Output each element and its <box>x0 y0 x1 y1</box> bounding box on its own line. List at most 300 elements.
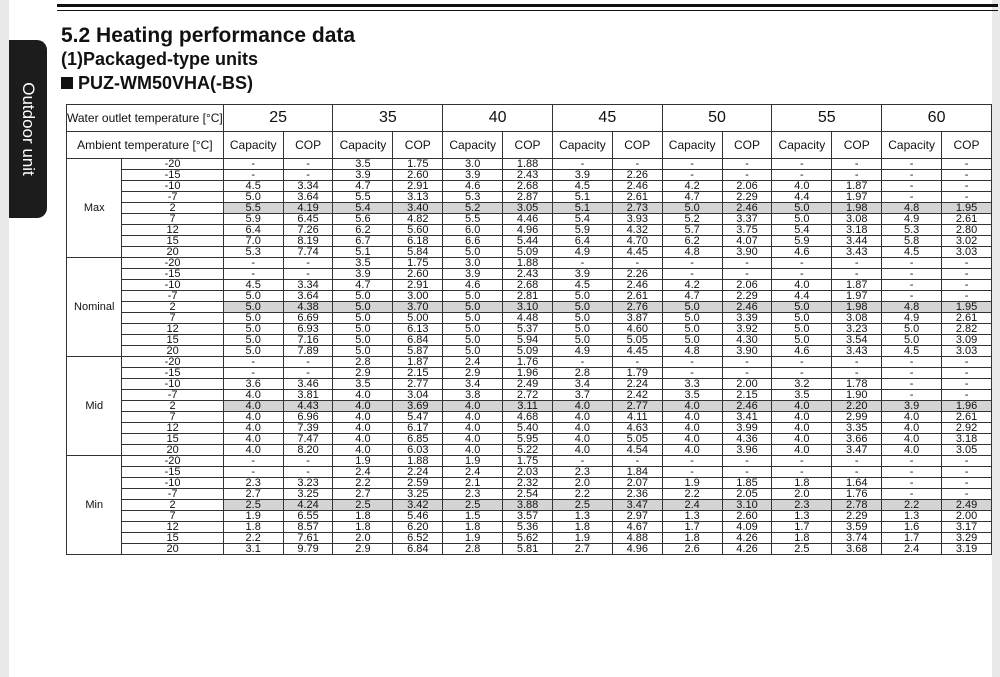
cop-cell: 1.96 <box>503 368 553 379</box>
capacity-cell: 5.4 <box>552 214 612 225</box>
ambient-temp-cell: -10 <box>122 379 223 390</box>
capacity-header: Capacity <box>882 132 942 159</box>
capacity-cell: - <box>882 159 942 170</box>
capacity-cell: 4.6 <box>443 280 503 291</box>
cop-cell: 2.29 <box>722 192 772 203</box>
cop-cell: 3.37 <box>722 214 772 225</box>
cop-cell: - <box>283 357 333 368</box>
capacity-cell: 5.0 <box>662 203 722 214</box>
cop-cell: 5.05 <box>612 335 662 346</box>
ambient-temp-cell: 7 <box>122 412 223 423</box>
table-row <box>67 269 992 280</box>
capacity-cell: 4.0 <box>223 401 283 412</box>
ambient-temp-cell: -10 <box>122 280 223 291</box>
table-row <box>67 412 992 423</box>
capacity-cell: 5.0 <box>443 346 503 357</box>
capacity-cell: - <box>223 159 283 170</box>
cop-cell: 5.94 <box>503 335 553 346</box>
cop-cell: 4.46 <box>503 214 553 225</box>
capacity-cell: 5.2 <box>662 214 722 225</box>
capacity-cell: 6.4 <box>223 225 283 236</box>
cop-cell: 3.08 <box>832 313 882 324</box>
cop-cell: - <box>942 489 992 500</box>
capacity-cell: 2.4 <box>443 467 503 478</box>
capacity-cell: 6.4 <box>552 236 612 247</box>
cop-cell: 3.18 <box>942 434 992 445</box>
capacity-cell: 5.7 <box>662 225 722 236</box>
capacity-cell: 3.7 <box>552 390 612 401</box>
ambient-temp-cell: 20 <box>122 544 223 555</box>
ambient-temp-cell: 7 <box>122 511 223 522</box>
cop-cell: 2.46 <box>612 181 662 192</box>
cop-cell: - <box>722 368 772 379</box>
cop-cell: 3.04 <box>393 390 443 401</box>
capacity-cell: 4.0 <box>662 412 722 423</box>
cop-cell: 1.96 <box>942 401 992 412</box>
capacity-cell: 3.9 <box>552 269 612 280</box>
cop-cell: 3.81 <box>283 390 333 401</box>
cop-cell: 4.54 <box>612 445 662 456</box>
cop-cell: 2.42 <box>612 390 662 401</box>
capacity-cell: - <box>662 357 722 368</box>
capacity-cell: 2.0 <box>772 489 832 500</box>
capacity-cell: 1.9 <box>662 478 722 489</box>
capacity-cell: 1.8 <box>662 533 722 544</box>
cop-cell: - <box>832 159 882 170</box>
cop-cell: 3.70 <box>393 302 443 313</box>
table-row <box>67 258 992 269</box>
capacity-cell: 2.2 <box>333 478 393 489</box>
table-row <box>67 247 992 258</box>
ambient-temp-cell: -7 <box>122 489 223 500</box>
cop-cell: 3.68 <box>832 544 882 555</box>
cop-cell: 2.60 <box>393 170 443 181</box>
cop-cell: 4.36 <box>722 434 772 445</box>
cop-cell: 5.87 <box>393 346 443 357</box>
capacity-cell: 5.0 <box>223 346 283 357</box>
cop-cell: 3.43 <box>832 346 882 357</box>
capacity-cell: 4.0 <box>333 434 393 445</box>
cop-cell: 3.43 <box>832 247 882 258</box>
cop-cell: 3.96 <box>722 445 772 456</box>
cop-cell: 3.02 <box>942 236 992 247</box>
cop-cell: 2.76 <box>612 302 662 313</box>
cop-header: COP <box>283 132 333 159</box>
capacity-cell: - <box>662 456 722 467</box>
temp-header-55: 55 <box>772 105 882 132</box>
cop-cell: 5.09 <box>503 247 553 258</box>
cop-cell: 2.00 <box>942 511 992 522</box>
capacity-cell: 2.2 <box>223 533 283 544</box>
capacity-cell: 4.5 <box>882 346 942 357</box>
cop-cell: 4.07 <box>722 236 772 247</box>
cop-cell: 2.77 <box>612 401 662 412</box>
capacity-cell: - <box>223 258 283 269</box>
capacity-cell: 5.0 <box>662 324 722 335</box>
capacity-cell: 4.9 <box>882 214 942 225</box>
cop-cell: 2.49 <box>942 500 992 511</box>
cop-cell: 5.09 <box>503 346 553 357</box>
capacity-cell: 5.9 <box>772 236 832 247</box>
cop-cell: 1.90 <box>832 390 882 401</box>
capacity-cell: 5.0 <box>443 291 503 302</box>
cop-cell: 6.93 <box>283 324 333 335</box>
capacity-cell: - <box>882 280 942 291</box>
cop-cell: 4.88 <box>612 533 662 544</box>
capacity-cell: 1.8 <box>333 522 393 533</box>
cop-cell: 4.96 <box>503 225 553 236</box>
capacity-cell: 5.4 <box>772 225 832 236</box>
capacity-cell: - <box>223 467 283 478</box>
capacity-cell: 5.9 <box>552 225 612 236</box>
ambient-temp-cell: 20 <box>122 346 223 357</box>
cop-cell: 2.05 <box>722 489 772 500</box>
capacity-cell: 5.5 <box>223 203 283 214</box>
temp-header-25: 25 <box>223 105 333 132</box>
cop-cell: 3.18 <box>832 225 882 236</box>
capacity-cell: 3.5 <box>772 390 832 401</box>
capacity-cell: 5.3 <box>223 247 283 258</box>
group-label: Max <box>67 159 122 258</box>
cop-cell: - <box>942 192 992 203</box>
capacity-cell: 4.0 <box>333 445 393 456</box>
capacity-cell: 3.4 <box>443 379 503 390</box>
ambient-temp-cell: -7 <box>122 192 223 203</box>
cop-cell: 3.57 <box>503 511 553 522</box>
ambient-temp-cell: 12 <box>122 423 223 434</box>
cop-cell: 6.55 <box>283 511 333 522</box>
capacity-cell: 4.0 <box>333 412 393 423</box>
capacity-cell: 4.7 <box>662 291 722 302</box>
cop-header: COP <box>722 132 772 159</box>
cop-cell: 1.76 <box>503 357 553 368</box>
side-section-tab <box>9 40 47 218</box>
sub-heading: (1)Packaged-type units <box>61 49 259 69</box>
cop-cell: - <box>942 390 992 401</box>
capacity-cell: 1.7 <box>662 522 722 533</box>
table-row <box>67 225 992 236</box>
capacity-cell: 1.9 <box>443 456 503 467</box>
cop-cell: - <box>612 159 662 170</box>
capacity-cell: - <box>662 368 722 379</box>
capacity-cell: 5.5 <box>443 214 503 225</box>
capacity-cell: 5.0 <box>223 335 283 346</box>
capacity-cell: - <box>223 368 283 379</box>
cop-cell: 3.69 <box>393 401 443 412</box>
capacity-cell: 5.0 <box>333 324 393 335</box>
cop-cell: 3.25 <box>393 489 443 500</box>
capacity-cell: 2.7 <box>333 489 393 500</box>
table-row <box>67 500 992 511</box>
cop-cell: 4.09 <box>722 522 772 533</box>
cop-cell: 2.07 <box>612 478 662 489</box>
table-row <box>67 324 992 335</box>
ambient-temp-cell: -15 <box>122 269 223 280</box>
capacity-cell: - <box>552 258 612 269</box>
cop-cell: 2.26 <box>612 269 662 280</box>
capacity-cell: 4.0 <box>552 445 612 456</box>
capacity-cell: 3.2 <box>772 379 832 390</box>
cop-cell: 6.13 <box>393 324 443 335</box>
cop-cell: - <box>722 159 772 170</box>
model-heading <box>61 73 253 94</box>
capacity-cell: 4.0 <box>333 390 393 401</box>
capacity-cell: 2.1 <box>443 478 503 489</box>
cop-cell: 7.47 <box>283 434 333 445</box>
cop-cell: - <box>832 467 882 478</box>
capacity-cell: 3.9 <box>443 269 503 280</box>
capacity-cell: 5.0 <box>443 313 503 324</box>
cop-cell: 1.76 <box>832 489 882 500</box>
capacity-cell: - <box>882 181 942 192</box>
capacity-cell: 2.4 <box>662 500 722 511</box>
cop-cell: 4.32 <box>612 225 662 236</box>
cop-cell: - <box>722 269 772 280</box>
cop-cell: 4.30 <box>722 335 772 346</box>
capacity-cell: - <box>223 170 283 181</box>
cop-cell: 3.25 <box>283 489 333 500</box>
cop-cell: - <box>942 159 992 170</box>
ambient-temp-cell: 2 <box>122 302 223 313</box>
capacity-cell: 5.0 <box>662 302 722 313</box>
capacity-cell: 2.8 <box>333 357 393 368</box>
capacity-cell: 2.4 <box>333 467 393 478</box>
cop-cell: 3.93 <box>612 214 662 225</box>
capacity-cell: 4.9 <box>552 247 612 258</box>
capacity-cell: - <box>882 379 942 390</box>
capacity-cell: 4.0 <box>882 423 942 434</box>
cop-cell: 2.46 <box>722 302 772 313</box>
capacity-cell: - <box>882 456 942 467</box>
cop-cell: - <box>612 357 662 368</box>
capacity-cell: 1.5 <box>443 511 503 522</box>
capacity-cell: 1.9 <box>223 511 283 522</box>
capacity-cell: 2.5 <box>552 500 612 511</box>
ambient-temp-cell: -20 <box>122 357 223 368</box>
cop-cell: 3.42 <box>393 500 443 511</box>
cop-cell: 3.59 <box>832 522 882 533</box>
capacity-cell: 6.2 <box>333 225 393 236</box>
cop-cell: 1.88 <box>503 159 553 170</box>
cop-cell: 2.73 <box>612 203 662 214</box>
cop-cell: 5.46 <box>393 511 443 522</box>
cop-cell: - <box>722 456 772 467</box>
cop-cell: 4.45 <box>612 247 662 258</box>
header-rule <box>57 4 998 7</box>
capacity-cell: 2.9 <box>333 544 393 555</box>
ambient-temp-cell: 20 <box>122 247 223 258</box>
cop-cell: 3.64 <box>283 192 333 203</box>
capacity-cell: - <box>552 456 612 467</box>
capacity-cell: 2.5 <box>443 500 503 511</box>
cop-cell: 1.85 <box>722 478 772 489</box>
capacity-cell: 4.7 <box>333 181 393 192</box>
capacity-cell: 3.0 <box>443 258 503 269</box>
capacity-cell: 5.0 <box>772 324 832 335</box>
capacity-cell: - <box>662 170 722 181</box>
cop-cell: 1.78 <box>832 379 882 390</box>
cop-cell: 3.92 <box>722 324 772 335</box>
capacity-cell: 2.4 <box>443 357 503 368</box>
capacity-cell: 5.0 <box>662 335 722 346</box>
side-tab-label: Outdoor unit <box>19 82 38 176</box>
cop-cell: - <box>942 379 992 390</box>
cop-cell: 8.20 <box>283 445 333 456</box>
capacity-cell: 4.4 <box>772 192 832 203</box>
cop-cell: 1.95 <box>942 203 992 214</box>
capacity-cell: 5.0 <box>772 335 832 346</box>
cop-cell: 1.75 <box>393 258 443 269</box>
temp-header-50: 50 <box>662 105 772 132</box>
table-row <box>67 533 992 544</box>
capacity-cell: 2.8 <box>443 544 503 555</box>
cop-cell: - <box>942 291 992 302</box>
capacity-cell: 4.9 <box>882 313 942 324</box>
capacity-cell: 4.0 <box>772 280 832 291</box>
cop-cell: 4.24 <box>283 500 333 511</box>
cop-cell: 2.81 <box>503 291 553 302</box>
cop-cell: 3.23 <box>283 478 333 489</box>
cop-cell: - <box>942 368 992 379</box>
cop-cell: - <box>942 280 992 291</box>
capacity-cell: 4.0 <box>882 434 942 445</box>
cop-cell: 4.48 <box>503 313 553 324</box>
capacity-cell: - <box>772 258 832 269</box>
group-label: Min <box>67 456 122 555</box>
cop-cell: 2.91 <box>393 181 443 192</box>
table-row <box>67 478 992 489</box>
cop-cell: 3.10 <box>503 302 553 313</box>
capacity-cell: 5.0 <box>662 313 722 324</box>
capacity-cell: 2.9 <box>333 368 393 379</box>
capacity-cell: 4.0 <box>223 412 283 423</box>
cop-cell: 3.87 <box>612 313 662 324</box>
capacity-cell: 4.5 <box>882 247 942 258</box>
capacity-cell: 2.3 <box>552 467 612 478</box>
ambient-temp-cell: 15 <box>122 533 223 544</box>
cop-cell: 1.97 <box>832 192 882 203</box>
capacity-cell: 7.0 <box>223 236 283 247</box>
table-row <box>67 170 992 181</box>
capacity-cell: 1.9 <box>443 533 503 544</box>
capacity-cell: 2.5 <box>772 544 832 555</box>
cop-cell: 2.97 <box>612 511 662 522</box>
cop-cell: 4.70 <box>612 236 662 247</box>
cop-cell: 3.13 <box>393 192 443 203</box>
cop-cell: - <box>722 467 772 478</box>
capacity-cell: 4.0 <box>662 434 722 445</box>
cop-cell: 6.52 <box>393 533 443 544</box>
ambient-temp-cell: 7 <box>122 313 223 324</box>
cop-cell: 1.79 <box>612 368 662 379</box>
table-body <box>67 105 992 555</box>
cop-cell: 5.40 <box>503 423 553 434</box>
capacity-cell: 4.0 <box>882 412 942 423</box>
cop-cell: 3.64 <box>283 291 333 302</box>
capacity-cell: 5.1 <box>552 203 612 214</box>
capacity-cell: - <box>662 467 722 478</box>
table-row <box>67 544 992 555</box>
capacity-cell: - <box>882 291 942 302</box>
capacity-cell: 4.0 <box>552 401 612 412</box>
capacity-cell: 4.5 <box>223 181 283 192</box>
capacity-cell: 1.8 <box>443 522 503 533</box>
cop-cell: 2.24 <box>612 379 662 390</box>
capacity-cell: 1.9 <box>333 456 393 467</box>
table-row <box>67 511 992 522</box>
cop-cell: 3.47 <box>612 500 662 511</box>
capacity-cell: 5.8 <box>882 236 942 247</box>
capacity-cell: 2.3 <box>772 500 832 511</box>
cop-cell: 2.32 <box>503 478 553 489</box>
cop-cell: 3.23 <box>832 324 882 335</box>
capacity-cell: 5.0 <box>333 335 393 346</box>
cop-cell: 2.68 <box>503 280 553 291</box>
cop-cell: 3.66 <box>832 434 882 445</box>
ambient-temp-cell: -15 <box>122 170 223 181</box>
cop-cell: 2.87 <box>503 192 553 203</box>
table-row <box>67 181 992 192</box>
cop-cell: 2.43 <box>503 269 553 280</box>
temp-header-35: 35 <box>333 105 443 132</box>
cop-cell: - <box>832 258 882 269</box>
cop-cell: 3.90 <box>722 247 772 258</box>
cop-cell: 2.61 <box>942 313 992 324</box>
cop-cell: 3.00 <box>393 291 443 302</box>
square-bullet-icon <box>61 77 73 89</box>
document-page <box>9 0 992 677</box>
cop-cell: 2.46 <box>612 280 662 291</box>
capacity-cell: - <box>223 456 283 467</box>
cop-cell: 2.49 <box>503 379 553 390</box>
header-row-temps <box>67 105 992 132</box>
cop-header: COP <box>612 132 662 159</box>
capacity-cell: - <box>882 478 942 489</box>
capacity-cell: 1.6 <box>882 522 942 533</box>
capacity-cell: 4.0 <box>223 423 283 434</box>
cop-cell: 2.61 <box>612 192 662 203</box>
capacity-cell: 5.0 <box>772 302 832 313</box>
table-row <box>67 357 992 368</box>
cop-cell: 4.96 <box>612 544 662 555</box>
capacity-cell: 3.0 <box>443 159 503 170</box>
cop-cell: 5.37 <box>503 324 553 335</box>
capacity-cell: 3.9 <box>882 401 942 412</box>
cop-cell: 4.68 <box>503 412 553 423</box>
capacity-cell: 4.7 <box>662 192 722 203</box>
capacity-cell: 4.4 <box>772 291 832 302</box>
capacity-cell: 1.8 <box>223 522 283 533</box>
capacity-cell: - <box>772 159 832 170</box>
cop-cell: 2.06 <box>722 280 772 291</box>
capacity-cell: 5.0 <box>443 335 503 346</box>
table-row <box>67 489 992 500</box>
capacity-cell: 5.0 <box>882 324 942 335</box>
cop-cell: - <box>942 258 992 269</box>
ambient-temp-cell: 12 <box>122 522 223 533</box>
table-row <box>67 423 992 434</box>
cop-cell: 3.47 <box>832 445 882 456</box>
cop-cell: 3.05 <box>942 445 992 456</box>
capacity-cell: 1.8 <box>772 533 832 544</box>
cop-cell: 4.63 <box>612 423 662 434</box>
capacity-header: Capacity <box>772 132 832 159</box>
cop-cell: 4.45 <box>612 346 662 357</box>
cop-cell: 1.87 <box>832 280 882 291</box>
ambient-temp-cell: 2 <box>122 401 223 412</box>
capacity-cell: 5.4 <box>333 203 393 214</box>
capacity-cell: - <box>882 390 942 401</box>
